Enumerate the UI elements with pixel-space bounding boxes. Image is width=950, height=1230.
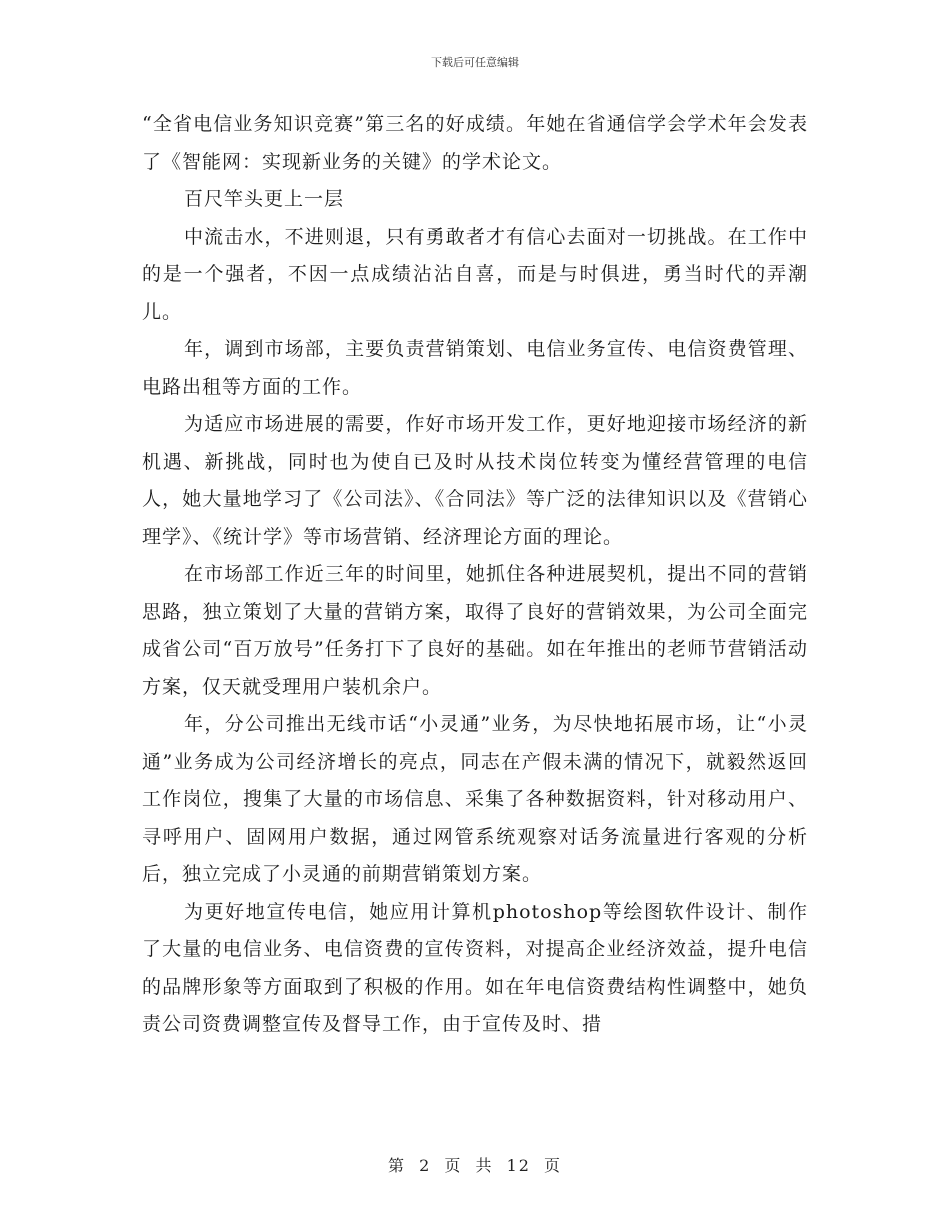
section-heading: 百尺竿头更上一层 (184, 188, 345, 210)
footer-prefix: 第 (387, 1156, 406, 1175)
paragraph: 在市场部工作近三年的时间里，她抓住各种进展契机，提出不同的营销思路，独立策划了大量的营销方案，取得了良好的营销效果，为公司全面完成省公司“百万放号”任务打下了良好的基础。如在年推出的老师节营销活动方案，仅天就受理用户装机余户。 (142, 563, 808, 698)
footer-total-word: 共 (475, 1156, 494, 1175)
page-footer (0, 1153, 950, 1176)
footer-suffix: 页 (544, 1156, 563, 1175)
current-page-number: 2 (419, 1156, 432, 1175)
paragraph: 为适应市场进展的需要，作好市场开发工作，更好地迎接市场经济的新机遇、新挑战，同时也为使自已及时从技术岗位转变为懂经营管理的电信人，她大量地学习了《公司法》、《合同法》等广泛的法律知识以及《营销心理学》、《统计学》等市场营销、经济理论方面的理论。 (142, 413, 808, 548)
paragraph: 年，调到市场部，主要负责营销策划、电信业务宣传、电信资费管理、电路出租等方面的工作。 (142, 338, 808, 398)
paragraph: 为更好地宣传电信，她应用计算机photoshop等绘图软件设计、制作了大量的电信业务、电信资费的宣传资料，对提高企业经济效益，提升电信的品牌形象等方面取到了积极的作用。如在年电信资费结构性调整中，她负责公司资费调整宣传及督导工作，由于宣传及时、措 (142, 900, 808, 1035)
total-pages-number: 12 (506, 1156, 531, 1175)
document-body (142, 106, 808, 1044)
footer-page-word: 页 (444, 1156, 463, 1175)
page-header: 下载后可任意编辑 (431, 56, 519, 69)
paragraph: 年，分公司推出无线市话“小灵通”业务，为尽快地拓展市场，让“小灵通”业务成为公司经济增长的亮点，同志在产假未满的情况下，就毅然返回工作岗位，搜集了大量的市场信息、采集了各种数据资料，针对移动用户、寻呼用户、固网用户数据，通过网管系统观察对话务流量进行客观的分析后，独立完成了小灵通的前期营销策划方案。 (142, 713, 808, 885)
paragraph: “全省电信业务知识竞赛”第三名的好成绩。年她在省通信学会学术年会发表了《智能网：实现新业务的关键》的学术论文。 (142, 113, 808, 173)
paragraph: 中流击水，不进则退，只有勇敢者才有信心去面对一切挑战。在工作中的是一个强者，不因一点成绩沾沾自喜，而是与时俱进，勇当时代的弄潮儿。 (142, 225, 808, 323)
